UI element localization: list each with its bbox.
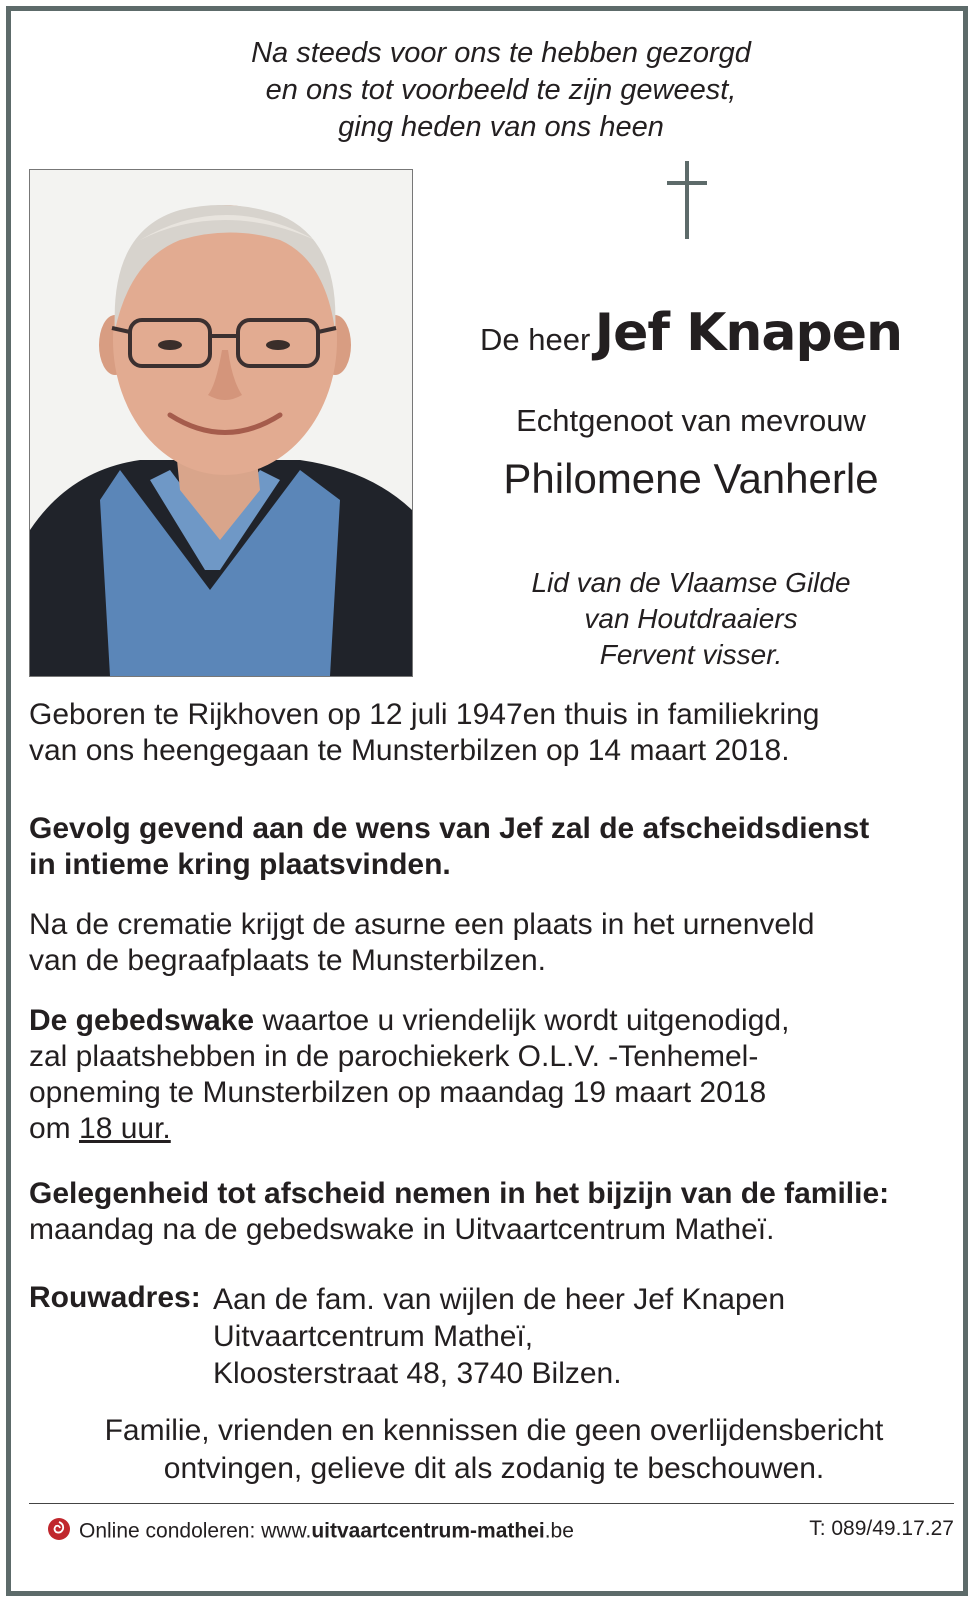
deceased-name-heading xyxy=(431,303,951,363)
paragraph-line: opneming te Munsterbilzen op maandag 19 maart 2018 xyxy=(29,1076,767,1109)
wake-time: 18 uur. xyxy=(79,1112,171,1145)
spouse-label: Echtgenoot van mevrouw xyxy=(516,403,866,438)
paragraph-line: in intieme kring plaatsvinden. xyxy=(29,848,451,881)
footer xyxy=(29,1511,954,1551)
birth-death-paragraph xyxy=(29,697,959,769)
intro-line: ging heden van ons heen xyxy=(338,111,664,143)
website-link[interactable] xyxy=(261,1520,574,1543)
membership-line: Fervent visser. xyxy=(599,639,783,670)
phone-number: T: 089/49.17.27 xyxy=(809,1517,954,1540)
rose-logo-icon xyxy=(47,1517,71,1547)
address-line: Uitvaartcentrum Matheï, xyxy=(213,1320,534,1353)
address-line: Kloosterstraat 48, 3740 Bilzen. xyxy=(213,1357,622,1390)
paragraph-line: Na de crematie krijgt de asurne een plaats in het urnenveld xyxy=(29,908,815,941)
wake-paragraph xyxy=(29,1003,959,1147)
membership-text xyxy=(431,565,951,673)
membership-line: van Houtdraaiers xyxy=(584,603,798,634)
footer-divider xyxy=(29,1503,954,1504)
spouse-name: Philomene Vanherle xyxy=(503,455,879,502)
intro-line: Na steeds voor ons te hebben gezorgd xyxy=(251,37,751,69)
paragraph-line: Geboren te Rijkhoven op 12 juli 1947en thuis in familiekring xyxy=(29,698,820,731)
service-paragraph xyxy=(29,811,959,883)
paragraph-line: zal plaatshebben in de parochiekerk O.L.V. -Tenhemel- xyxy=(29,1040,759,1073)
farewell-paragraph xyxy=(29,1176,959,1248)
intro-line: en ons tot voorbeeld te zijn geweest, xyxy=(265,74,737,106)
url-prefix: www. xyxy=(261,1519,312,1543)
deceased-name: Jef Knapen xyxy=(594,303,902,363)
cross-icon xyxy=(665,159,709,241)
url-suffix: .be xyxy=(544,1519,574,1543)
intro-text xyxy=(111,35,891,146)
wake-time-prefix: om xyxy=(29,1112,80,1145)
cremation-paragraph xyxy=(29,907,959,979)
closing-line: ontvingen, gelieve dit als zodanig te beschouwen. xyxy=(163,1452,825,1485)
condolence-label: Online condoleren: xyxy=(79,1519,262,1543)
paragraph-line: van de begraafplaats te Munsterbilzen. xyxy=(29,944,546,977)
wake-heading: De gebedswake xyxy=(29,1004,255,1037)
membership-line: Lid van de Vlaamse Gilde xyxy=(531,567,851,598)
paragraph-line: maandag na de gebedswake in Uitvaartcentrum Matheï. xyxy=(29,1213,775,1246)
paragraph-line xyxy=(29,1111,959,1147)
wake-text: waartoe u vriendelijk wordt uitgenodigd, xyxy=(254,1004,790,1037)
obituary-card xyxy=(6,6,968,1596)
paragraph-line: Gevolg gevend aan de wens van Jef zal de afscheidsdienst xyxy=(29,812,870,845)
footer-condolence xyxy=(47,1517,574,1547)
closing-note xyxy=(29,1412,959,1488)
url-domain: uitvaartcentrum-mathei xyxy=(311,1519,545,1543)
portrait-photo xyxy=(29,169,413,677)
closing-line: Familie, vrienden en kennissen die geen overlijdensbericht xyxy=(104,1414,884,1447)
paragraph-line: van ons heengegaan te Munsterbilzen op 14 maart 2018. xyxy=(29,734,790,767)
address-line: Aan de fam. van wijlen de heer Jef Knapen xyxy=(213,1283,786,1316)
address-lines xyxy=(213,1281,785,1392)
title-prefix: De heer xyxy=(479,322,591,357)
paragraph-line xyxy=(29,1003,959,1039)
paragraph-line: Gelegenheid tot afscheid nemen in het bijzijn van de familie: xyxy=(29,1177,890,1210)
address-label: Rouwadres: xyxy=(29,1281,201,1314)
